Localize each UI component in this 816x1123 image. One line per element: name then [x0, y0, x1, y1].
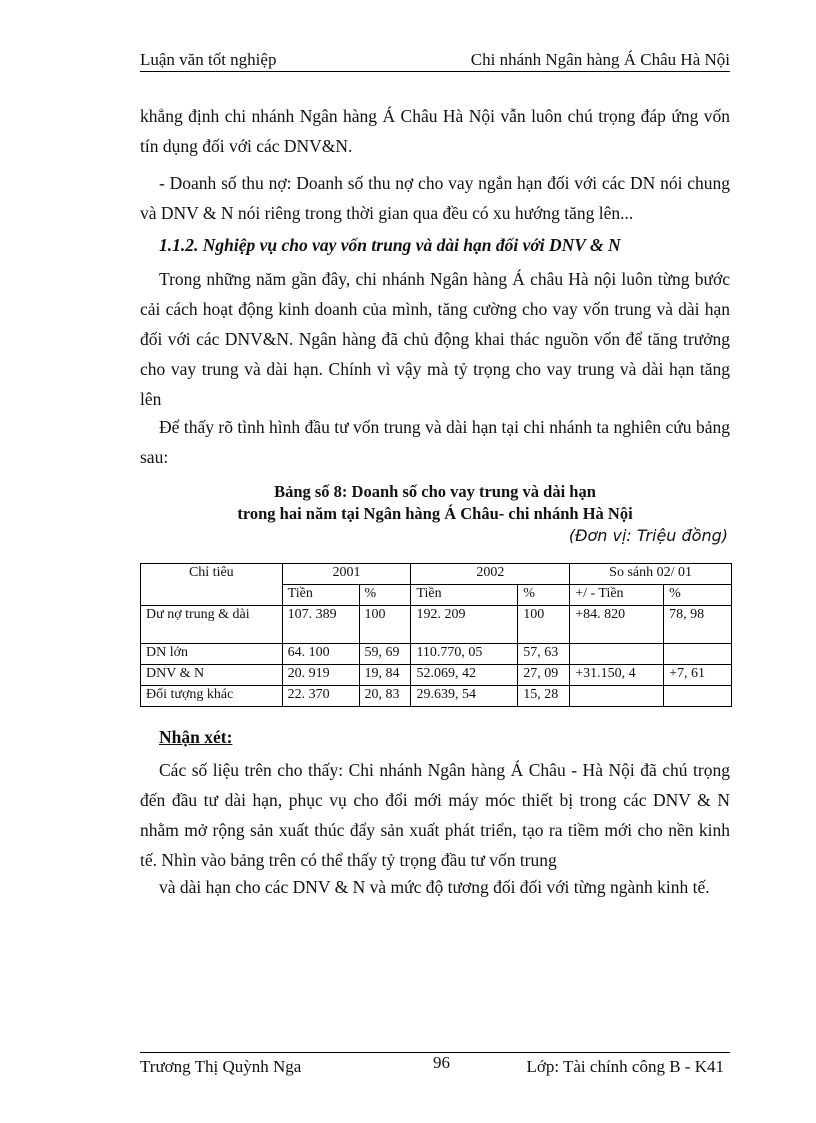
- subheader-money-2002: Tiền: [411, 585, 518, 606]
- footer-author: Trương Thị Quỳnh Nga: [140, 1057, 302, 1076]
- paragraph-4: Để thấy rõ tình hình đầu tư vốn trung và dài hạn tại chi nhánh ta nghiên cứu bảng sau:: [140, 417, 730, 467]
- cell-diff-money: +31.150, 4: [570, 665, 664, 686]
- cell-diff-money: [570, 644, 664, 665]
- header-2001: 2001: [282, 564, 411, 585]
- footer-class: Lớp: Tài chính công B - K41: [526, 1057, 724, 1076]
- header-divider: [140, 71, 730, 72]
- row-label: DN lớn: [141, 644, 283, 665]
- cell-diff-money: +84. 820: [570, 606, 664, 644]
- table-row: [141, 665, 732, 686]
- header-2002: 2002: [411, 564, 570, 585]
- paragraph-2: - Doanh số thu nợ: Doanh số thu nợ cho vay ngắn hạn đối với các DN nói chung và DNV & N nói riêng trong thời gian qua đều có xu hướng tăng lên...: [140, 173, 730, 223]
- cell-2002-money: 192. 209: [411, 606, 518, 644]
- cell-diff-pct: [664, 644, 732, 665]
- cell-2001-money: 107. 389: [282, 606, 359, 644]
- cell-2001-pct: 59, 69: [359, 644, 411, 665]
- cell-2001-money: 20. 919: [282, 665, 359, 686]
- row-label: Đối tượng khác: [141, 686, 283, 707]
- cell-diff-pct: [664, 686, 732, 707]
- subheader-diff-pct: %: [664, 585, 732, 606]
- cell-2002-money: 52.069, 42: [411, 665, 518, 686]
- row-label: Dư nợ trung & dài: [141, 606, 283, 644]
- paragraph-3: Trong những năm gần đây, chi nhánh Ngân hàng Á châu Hà nội luôn từng bước cải cách hoạt động kinh doanh của mình, tăng cường cho vay vốn trung và dài hạn đối với các DNV&N. Ngân hàng đã chủ động khai thác nguồn vốn để tăng trưởng cho vay trung và dài hạn. Chính vì vậy mà tỷ trọng cho vay trung và dài hạn tăng lên: [140, 269, 730, 409]
- remarks-paragraph-1: Các số liệu trên cho thấy: Chi nhánh Ngân hàng Á Châu - Hà Nội đã chú trọng đến đầu tư dài hạn, phục vụ cho đổi mới máy móc thiết bị trong các DNV & N nhằm mở rộng sản xuất thúc đẩy sản xuất phát triển, tạo ra tiềm mới cho nền kinh tế. Nhìn vào bảng trên có thể thấy tỷ trọng đầu tư vốn trung: [140, 760, 730, 870]
- subheader-money-2001: Tiền: [282, 585, 359, 606]
- cell-2001-pct: 100: [359, 606, 411, 644]
- section-heading: 1.1.2. Nghiệp vụ cho vay vốn trung và dài hạn đối với DNV & N: [159, 235, 621, 255]
- cell-2002-pct: 27, 09: [518, 665, 570, 686]
- subheader-pct-2002: %: [518, 585, 570, 606]
- header-left: Luận văn tốt nghiệp: [140, 50, 277, 69]
- cell-2001-money: 22. 370: [282, 686, 359, 707]
- cell-2001-pct: 19, 84: [359, 665, 411, 686]
- header-criteria: Chỉ tiêu: [141, 564, 283, 606]
- cell-2002-pct: 100: [518, 606, 570, 644]
- cell-2002-money: 29.639, 54: [411, 686, 518, 707]
- cell-2002-money: 110.770, 05: [411, 644, 518, 665]
- row-label: DNV & N: [141, 665, 283, 686]
- cell-diff-pct: 78, 98: [664, 606, 732, 644]
- cell-2002-pct: 15, 28: [518, 686, 570, 707]
- table-header-row: [141, 564, 732, 585]
- subheader-pct-2001: %: [359, 585, 411, 606]
- cell-2001-money: 64. 100: [282, 644, 359, 665]
- cell-2002-pct: 57, 63: [518, 644, 570, 665]
- header-right: Chi nhánh Ngân hàng Á Châu Hà Nội: [470, 50, 730, 69]
- table-unit: (Đơn vị: Triệu đồng): [568, 526, 728, 545]
- loan-table: [140, 563, 732, 707]
- table-title-line-2: trong hai năm tại Ngân hàng Á Châu- chi nhánh Hà Nội: [237, 504, 633, 523]
- header-compare: So sánh 02/ 01: [570, 564, 732, 585]
- table-title-line-1: Bảng số 8: Doanh số cho vay trung và dài hạn: [274, 482, 596, 501]
- footer-page-number: 96: [433, 1053, 450, 1072]
- cell-2001-pct: 20, 83: [359, 686, 411, 707]
- table-row: [141, 644, 732, 665]
- subheader-diff-money: +/ - Tiền: [570, 585, 664, 606]
- remarks-title: Nhận xét:: [159, 727, 233, 747]
- paragraph-1: khẳng định chi nhánh Ngân hàng Á Châu Hà Nội vẫn luôn chú trọng đáp ứng vốn tín dụng đối với các DNV&N.: [140, 106, 730, 156]
- cell-diff-money: [570, 686, 664, 707]
- table-row: [141, 686, 732, 707]
- table-row: [141, 606, 732, 644]
- cell-diff-pct: +7, 61: [664, 665, 732, 686]
- remarks-paragraph-2: và dài hạn cho các DNV & N và mức độ tương đối đối với từng ngành kinh tế.: [159, 877, 710, 897]
